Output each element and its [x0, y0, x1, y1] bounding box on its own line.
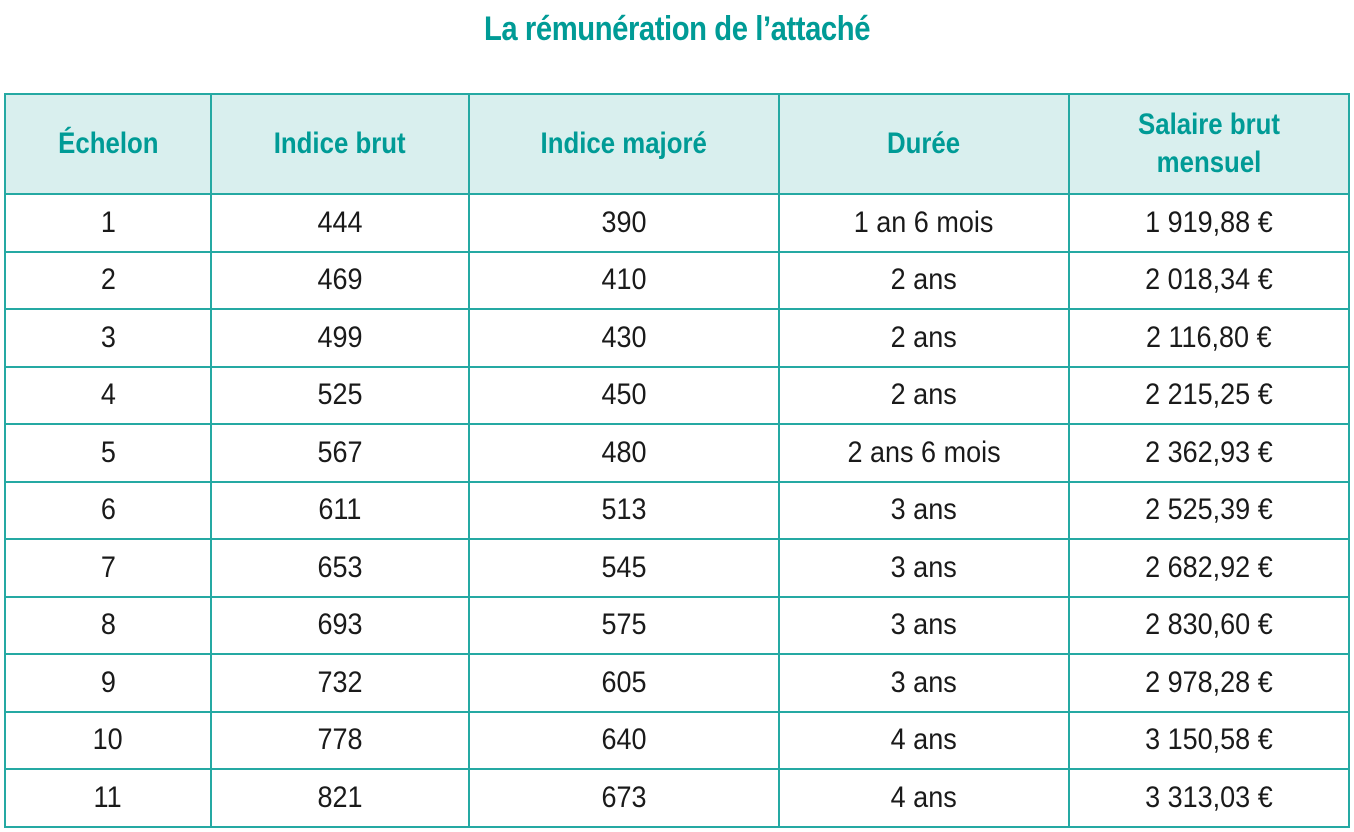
table-body: [5, 194, 1349, 827]
cell-duree: 2 ans 6 mois: [779, 424, 1069, 482]
header-indice-brut: Indice brut: [211, 94, 469, 194]
cell-salaire: 2 525,39 €: [1069, 482, 1349, 540]
cell-echelon: 8: [5, 597, 211, 655]
cell-salaire: 3 150,58 €: [1069, 712, 1349, 770]
cell-indice-brut: 821: [211, 769, 469, 827]
cell-echelon: 1: [5, 194, 211, 252]
cell-indice-brut: 611: [211, 482, 469, 540]
cell-salaire: 2 362,93 €: [1069, 424, 1349, 482]
cell-indice-brut: 567: [211, 424, 469, 482]
cell-indice-brut: 653: [211, 539, 469, 597]
cell-indice-brut: 778: [211, 712, 469, 770]
table-row: [5, 252, 1349, 310]
cell-indice-majore: 390: [469, 194, 779, 252]
cell-duree: 3 ans: [779, 482, 1069, 540]
cell-salaire: 2 215,25 €: [1069, 367, 1349, 425]
cell-indice-majore: 673: [469, 769, 779, 827]
header-indice-majore: Indice majoré: [469, 94, 779, 194]
table-row: [5, 482, 1349, 540]
cell-duree: 2 ans: [779, 252, 1069, 310]
cell-duree: 1 an 6 mois: [779, 194, 1069, 252]
cell-salaire: 3 313,03 €: [1069, 769, 1349, 827]
cell-indice-majore: 605: [469, 654, 779, 712]
cell-indice-brut: 693: [211, 597, 469, 655]
cell-indice-majore: 450: [469, 367, 779, 425]
cell-indice-majore: 430: [469, 309, 779, 367]
cell-echelon: 6: [5, 482, 211, 540]
table-row: [5, 539, 1349, 597]
cell-indice-majore: 480: [469, 424, 779, 482]
cell-salaire: 2 830,60 €: [1069, 597, 1349, 655]
cell-indice-majore: 513: [469, 482, 779, 540]
table-row: [5, 367, 1349, 425]
cell-duree: 3 ans: [779, 654, 1069, 712]
cell-indice-brut: 444: [211, 194, 469, 252]
cell-indice-brut: 732: [211, 654, 469, 712]
header-row: [5, 94, 1349, 194]
cell-echelon: 2: [5, 252, 211, 310]
table-row: [5, 597, 1349, 655]
cell-echelon: 9: [5, 654, 211, 712]
cell-echelon: 4: [5, 367, 211, 425]
cell-salaire: 2 682,92 €: [1069, 539, 1349, 597]
header-echelon: Échelon: [5, 94, 211, 194]
cell-echelon: 5: [5, 424, 211, 482]
cell-salaire: 2 018,34 €: [1069, 252, 1349, 310]
table-row: [5, 309, 1349, 367]
cell-indice-majore: 575: [469, 597, 779, 655]
table-row: [5, 654, 1349, 712]
cell-salaire: 2 116,80 €: [1069, 309, 1349, 367]
table-row: [5, 424, 1349, 482]
salary-table: [4, 93, 1350, 828]
cell-indice-majore: 545: [469, 539, 779, 597]
cell-salaire: 1 919,88 €: [1069, 194, 1349, 252]
header-duree: Durée: [779, 94, 1069, 194]
cell-indice-majore: 410: [469, 252, 779, 310]
cell-echelon: 3: [5, 309, 211, 367]
header-salaire-brut-mensuel: Salaire brut mensuel: [1069, 94, 1349, 194]
cell-duree: 3 ans: [779, 539, 1069, 597]
cell-echelon: 7: [5, 539, 211, 597]
cell-echelon: 11: [5, 769, 211, 827]
table-row: [5, 712, 1349, 770]
cell-echelon: 10: [5, 712, 211, 770]
cell-salaire: 2 978,28 €: [1069, 654, 1349, 712]
cell-indice-brut: 469: [211, 252, 469, 310]
cell-indice-majore: 640: [469, 712, 779, 770]
cell-indice-brut: 525: [211, 367, 469, 425]
cell-duree: 4 ans: [779, 769, 1069, 827]
cell-indice-brut: 499: [211, 309, 469, 367]
cell-duree: 2 ans: [779, 367, 1069, 425]
cell-duree: 4 ans: [779, 712, 1069, 770]
table-row: [5, 194, 1349, 252]
table-row: [5, 769, 1349, 827]
cell-duree: 3 ans: [779, 597, 1069, 655]
cell-duree: 2 ans: [779, 309, 1069, 367]
table-header: [5, 94, 1349, 194]
page-title: La rémunération de l’attaché: [483, 10, 871, 48]
